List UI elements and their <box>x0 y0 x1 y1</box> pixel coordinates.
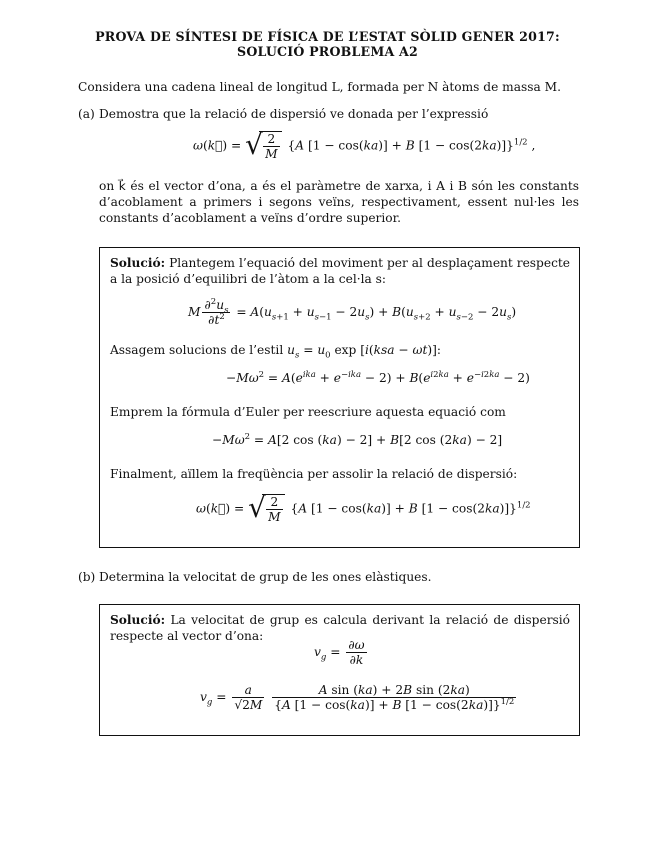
solution-box-b <box>99 604 580 736</box>
document-title-line1: PROVA DE SÍNTESI DE FÍSICA DE L’ESTAT SÒLID GENER 2017: <box>95 29 560 44</box>
solution-b-text: La velocitat de grup es calcula derivant la relació de dispersió respecte al vector d’ona: <box>110 613 571 643</box>
equation-dispersion-result: ω(k⃗) = √ $\frac{2}{M}$ {A [1 − cos(ka)] + B [1 − cos(2ka)]}$^{1/2}$ <box>196 491 531 524</box>
part-b-label: (b) <box>78 570 96 584</box>
document-title-line2: SOLUCIÓ PROBLEMA A2 <box>237 44 418 59</box>
solution-a-intro-text: Plantegem l’equació del moviment per al desplaçament respecte a la posició d’equilibri de l’àtom a la cel·la s: <box>110 256 571 286</box>
intro-paragraph: Considera una cadena lineal de longitud L, formada per N àtoms de massa M. <box>78 80 562 94</box>
part-a-label: (a) <box>78 107 95 121</box>
solution-box-a <box>99 247 580 548</box>
solution-a-intro <box>110 255 570 287</box>
part-a-statement: Demostra que la relació de dispersió ve donada per l’expressió <box>99 107 489 121</box>
solution-a-label: Solució: <box>110 256 166 270</box>
solution-a-ansatz: Assagem solucions de l’estil $u_s = u_0$ exp [i(ksa − ωt)]: <box>110 343 441 361</box>
solution-a-euler: Emprem la fórmula d’Euler per reescriure aquesta equació com <box>110 405 506 419</box>
solution-b-label: Solució: <box>110 613 166 627</box>
equation-group-velocity-def: $v_g$ = $\frac{\partial\omega}{\partial k}$ <box>314 638 365 667</box>
equation-ansatz-substituted: $-M\omega^2 = A(e^{ika} + e^{-ika} - 2) + B(e^{i2ka} + e^{-i2ka} - 2)$ <box>226 369 530 385</box>
equation-group-velocity-result: $v_g$ = $\frac{a}{√2M}$ $\frac{\text{A sin (ka) + 2B sin (2ka)}}{\{A [1 - \cos(ka)] + B [1 - \cos(2ka)]\}^{1/2}}$ <box>200 683 515 712</box>
part-a-explanation: on k⃗ és el vector d’ona, a és el paràmetre de xarxa, i A i B són les constants d’acoblament a primers i segons veïns, respectivament, essent nul·les les constants d’acoblament a veïns d’ordre superior. <box>99 179 579 225</box>
part-b-statement: Determina la velocitat de grup de les ones elàstiques. <box>99 570 432 584</box>
equation-motion: M $\frac{\partial^2u_s}{\partial t^2}$ = $A(u_{s+1} + u_{s-1} - 2u_s) + B(u_{s+2} + u_{s-2} - 2u_s)$ <box>188 296 517 327</box>
solution-a-ansatz-text: Assagem solucions de l’estil <box>110 343 284 357</box>
equation-dispersion: ω(k⃗) = √ $\frac{2}{M}$ {A [1 − cos(ka)] + B [1 − cos(2ka)]}$^{1/2}$ , <box>193 128 536 161</box>
solution-a-final: Finalment, aïllem la freqüència per assolir la relació de dispersió: <box>110 467 518 481</box>
equation-euler: $-M\omega^2 = A[2$ cos (ka) − 2] + B[2 cos (2ka) − 2] <box>212 431 503 447</box>
